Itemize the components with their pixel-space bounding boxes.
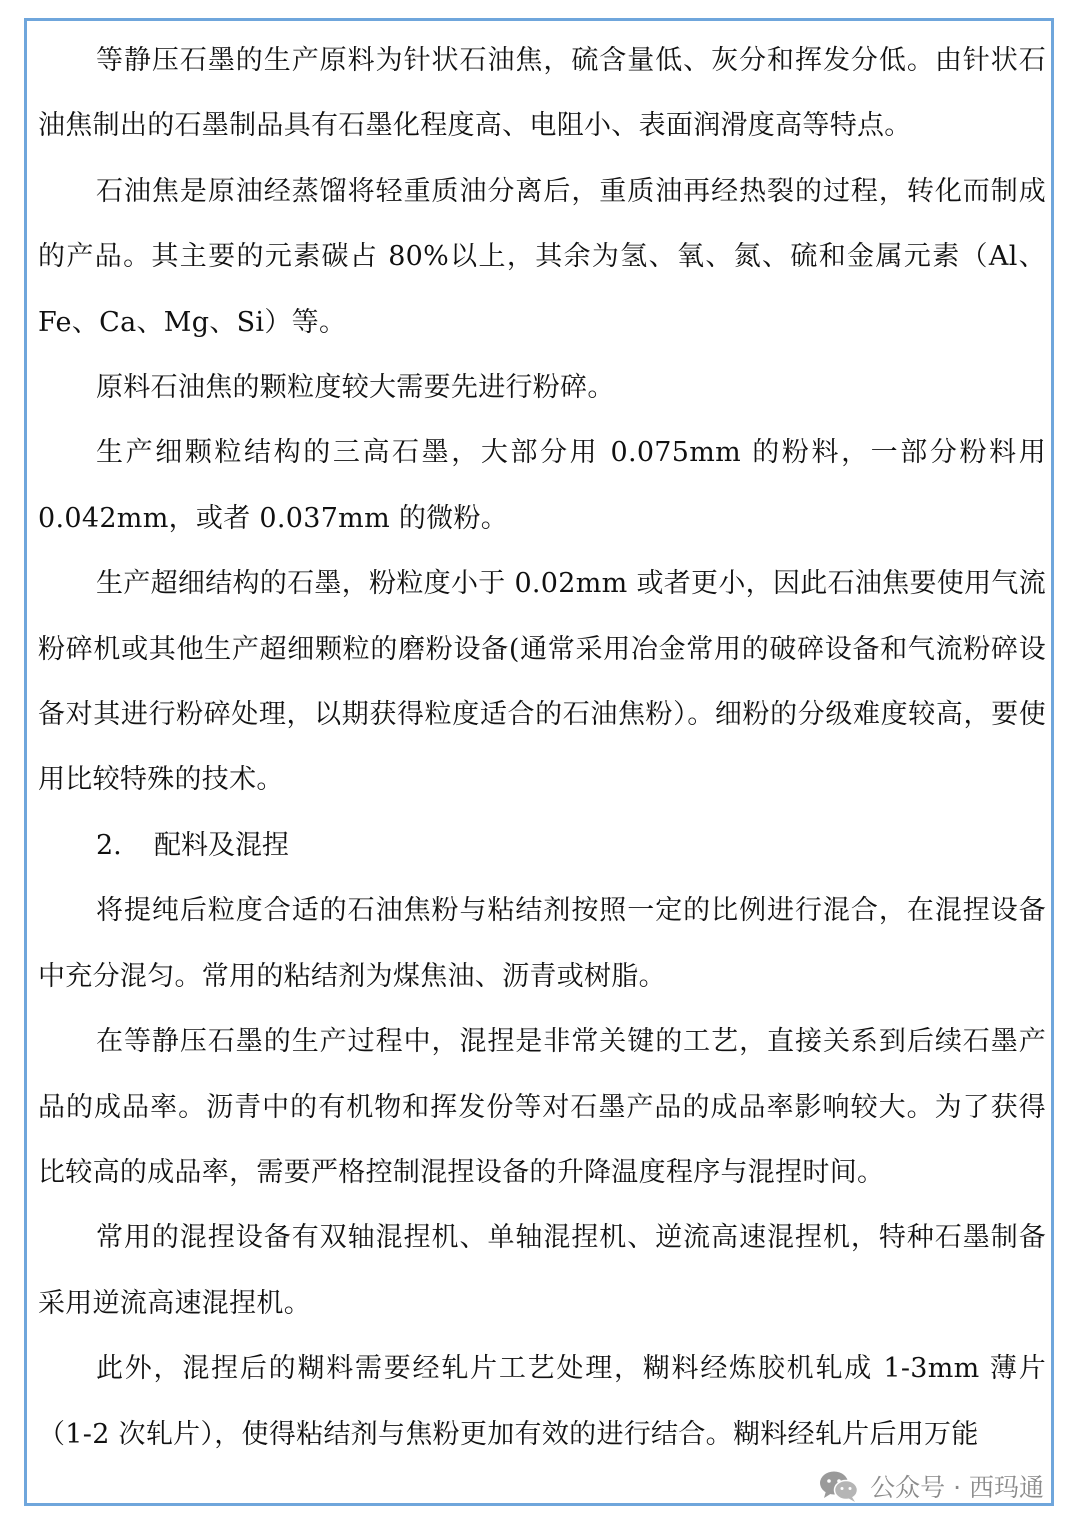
paragraph: 石油焦是原油经蒸馏将轻重质油分离后，重质油再经热裂的过程，转化而制成的产品。其主要的元素碳占 80%以上，其余为氢、氧、氮、硫和金属元素（Al、Fe、Ca、Mg、Si）等。 (38, 175, 1046, 338)
paragraph: 在等静压石墨的生产过程中，混捏是非常关键的工艺，直接关系到后续石墨产品的成品率。沥青中的有机物和挥发份等对石墨产品的成品率影响较大。为了获得比较高的成品率，需要严格控制混捏设备的升降温度程序与混捏时间。 (38, 1026, 1046, 1188)
watermark (818, 1468, 1044, 1504)
section-title: 配料及混捏 (154, 829, 289, 861)
paragraph: 生产超细结构的石墨，粉粒度小于 0.02mm 或者更小，因此石油焦要使用气流粉碎机或其他生产超细颗粒的磨粉设备(通常采用冶金常用的破碎设备和气流粉碎设备对其进行粉碎处理，以期获得粒度适合的石油焦粉）。细粉的分级难度较高，要使用比较特殊的技术。 (38, 568, 1046, 796)
paragraph: 将提纯后粒度合适的石油焦粉与粘结剂按照一定的比例进行混合，在混捏设备中充分混匀。常用的粘结剂为煤焦油、沥青或树脂。 (38, 895, 1046, 992)
paragraph: 此外，混捏后的糊料需要经轧片工艺处理，糊料经炼胶机轧成 1-3mm 薄片（1-2 次轧片），使得粘结剂与焦粉更加有效的进行结合。糊料经轧片后用万能 (38, 1353, 1046, 1450)
paragraph: 生产细颗粒结构的三高石墨，大部分用 0.075mm 的粉料，一部分粉料用 0.042mm，或者 0.037mm 的微粉。 (38, 437, 1046, 534)
paragraph: 等静压石墨的生产原料为针状石油焦，硫含量低、灰分和挥发分低。由针状石油焦制出的石墨制品具有石墨化程度高、电阻小、表面润滑度高等特点。 (38, 45, 1046, 142)
section-number: 2. (96, 829, 122, 861)
wechat-icon (818, 1469, 860, 1503)
document-body (38, 28, 1046, 1467)
paragraph: 原料石油焦的颗粒度较大需要先进行粉碎。 (96, 372, 615, 404)
watermark-text: 公众号 · 西玛通 (870, 1473, 1044, 1502)
paragraph: 常用的混捏设备有双轴混捏机、单轴混捏机、逆流高速混捏机，特种石墨制备采用逆流高速混捏机。 (38, 1222, 1046, 1319)
section-heading (38, 813, 1046, 878)
